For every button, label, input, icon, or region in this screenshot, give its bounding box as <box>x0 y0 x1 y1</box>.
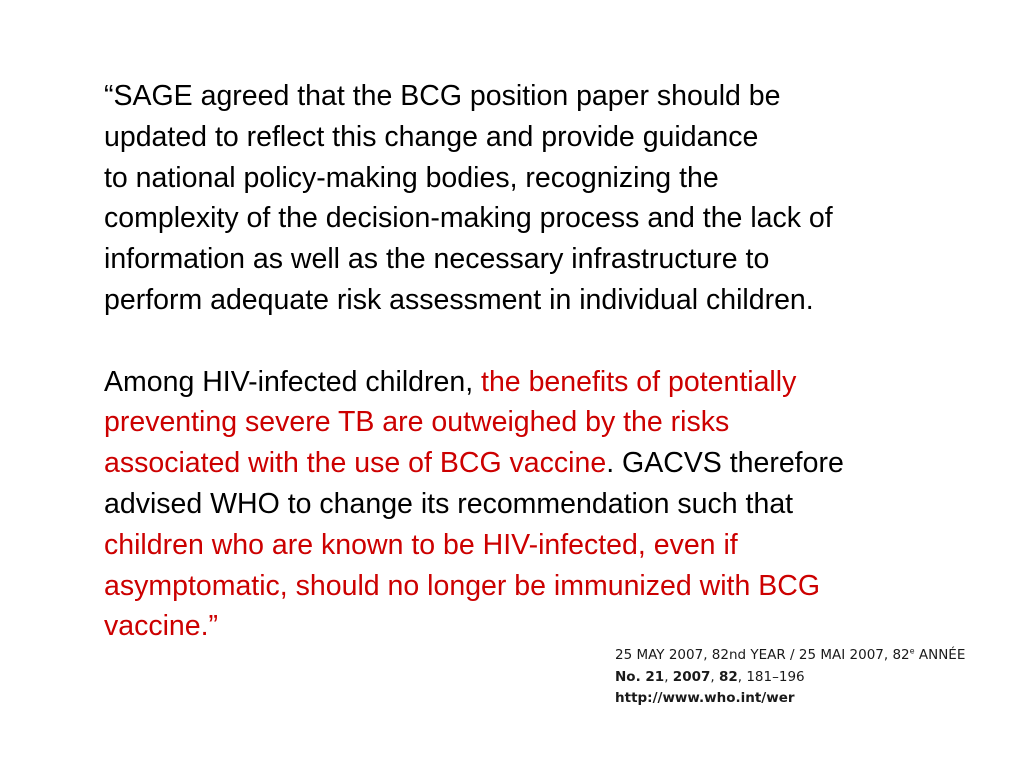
highlighted-text: the benefits of potentially <box>481 365 797 398</box>
citation-date: 25 MAY 2007, 82nd YEAR / 25 MAI 2007, 82 <box>615 647 910 663</box>
quote-block <box>104 76 1004 647</box>
quote-line: to national policy-making bodies, recognizing the <box>104 161 719 194</box>
citation-separator: , <box>664 668 673 685</box>
citation-separator: , <box>710 668 719 685</box>
quote-line <box>104 484 1004 525</box>
quote-line <box>104 566 1004 607</box>
quote-text: Among HIV-infected children, <box>104 365 482 398</box>
citation-date-line <box>615 645 965 667</box>
citation-issue-line <box>615 667 965 689</box>
highlighted-text: associated with the use of BCG vaccine <box>104 447 607 480</box>
citation-issue-number: No. 21 <box>615 668 665 685</box>
quote-line <box>104 525 1004 566</box>
highlighted-text: vaccine.” <box>104 610 219 643</box>
citation-volume: 82 <box>718 668 738 685</box>
quote-line <box>104 443 1004 484</box>
ordinal-suffix: e <box>909 646 915 656</box>
quote-line: updated to reflect this change and provide guidance <box>104 120 759 153</box>
quote-text: advised WHO to change its recommendation such that <box>104 487 794 520</box>
quote-line: perform adequate risk assessment in individual children. <box>104 283 814 316</box>
quote-line <box>104 402 1004 443</box>
citation-pages: , 181–196 <box>737 668 805 685</box>
quote-text: . GACVS therefore <box>606 447 844 480</box>
citation-block <box>615 645 965 710</box>
quote-paragraph-1 <box>104 76 1004 321</box>
citation-url: http://www.who.int/wer <box>615 690 795 706</box>
citation-date-fr: ANNÉE <box>914 647 966 663</box>
quote-line: “SAGE agreed that the BCG position paper should be <box>104 80 781 112</box>
quote-line: complexity of the decision-making process and the lack of <box>104 202 833 235</box>
highlighted-text: preventing severe TB are outweighed by the risks <box>104 406 730 439</box>
highlighted-text: asymptomatic, should no longer be immunized with BCG <box>104 569 820 602</box>
quote-line <box>104 362 1004 403</box>
quote-line <box>104 606 1004 647</box>
quote-paragraph-2 <box>104 362 1004 648</box>
quote-line: information as well as the necessary infrastructure to <box>104 243 770 276</box>
highlighted-text: children who are known to be HIV-infected, even if <box>104 528 738 561</box>
citation-year: 2007 <box>672 668 711 685</box>
